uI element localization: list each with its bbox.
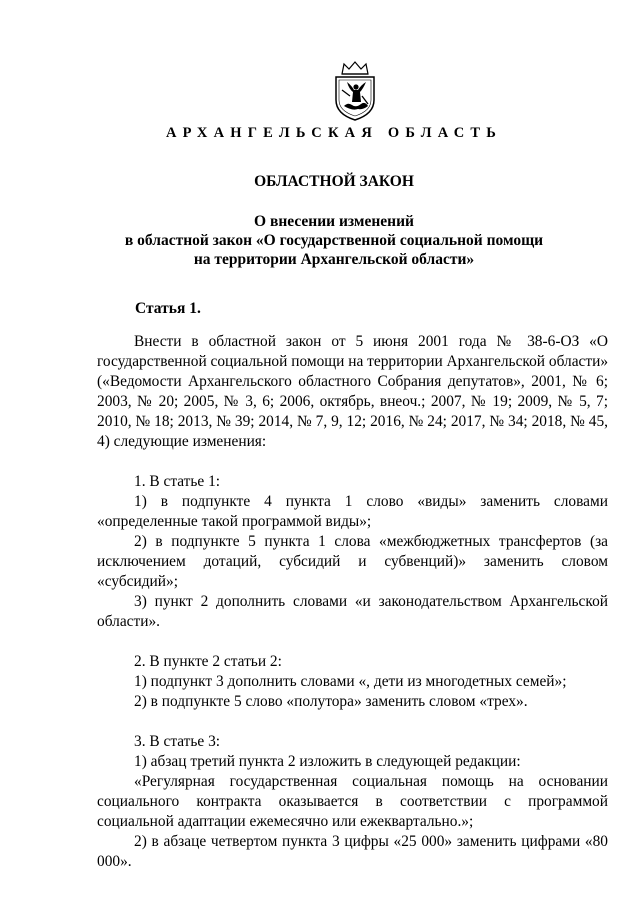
- region-name: АРХАНГЕЛЬСКАЯ ОБЛАСТЬ: [165, 125, 503, 141]
- section-heading: 3. В статье 3:: [134, 733, 221, 750]
- title-line: на территории Архангельской области»: [193, 251, 475, 268]
- quoted-paragraph: «Регулярная государственная социальная помощь на основании социального контракта оказывается в соответствии с программой социальной адаптации ежемесячно или ежеквартально.»;: [97, 773, 608, 830]
- list-item: 1) в подпункте 4 пункта 1 слово «виды» заменить словами «определенные такой программой виды»;: [97, 493, 608, 530]
- document-title: [0, 212, 640, 269]
- section-heading: 1. В статье 1:: [134, 473, 221, 490]
- article-heading: Статья 1.: [135, 300, 201, 317]
- title-line: в областной закон «О государственной социальной помощи: [124, 232, 544, 249]
- list-item: 1) абзац третий пункта 2 изложить в следующей редакции:: [134, 753, 521, 770]
- list-item: 1) подпункт 3 дополнить словами «, дети из многодетных семей»;: [134, 673, 567, 690]
- intro-paragraph: Внести в областной закон от 5 июня 2001 года № 38-6-ОЗ «О государственной социальной помощи на территории Архангельской области» («Ведомости Архангельского областного Собрания депутатов», 2001, № 6; 2003, № 20; 2005, № 3, 6; 2006, октябрь, внеоч.; 2007, № 19; 2009, № 5, 7; 2010, № 18; 2013, № 39; 2014, № 7, 9, 12; 2016, № 24; 2017, № 34; 2018, № 45, 4) следующие изменения:: [97, 333, 609, 450]
- article-body: [97, 332, 608, 872]
- coat-of-arms-icon: [328, 60, 382, 122]
- section-heading: 2. В пункте 2 статьи 2:: [134, 653, 282, 670]
- list-item: 3) пункт 2 дополнить словами «и законодательством Архангельской области».: [97, 593, 608, 630]
- document-type: ОБЛАСТНОЙ ЗАКОН: [254, 173, 414, 190]
- list-item: 2) в абзаце четвертом пункта 3 цифры «25 000» заменить цифрами «80 000».: [97, 833, 608, 870]
- list-item: 2) в подпункте 5 пункта 1 слова «межбюджетных трансфертов (за исключением дотаций, субсидий и субвенций)» заменить словом «субсидий»;: [97, 533, 608, 590]
- list-item: 2) в подпункте 5 слово «полутора» заменить словом «трех».: [134, 693, 528, 710]
- title-line: О внесении изменений: [254, 213, 414, 230]
